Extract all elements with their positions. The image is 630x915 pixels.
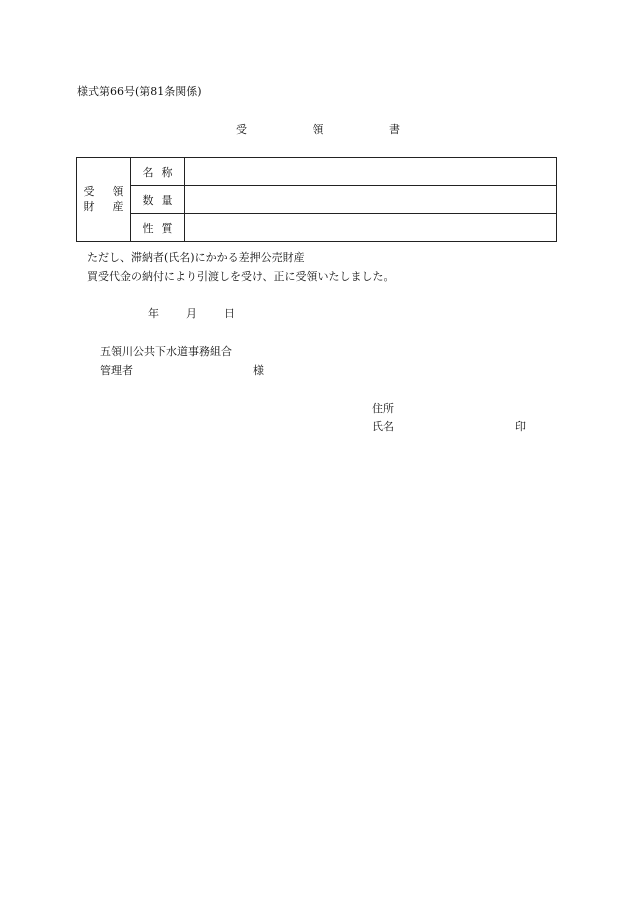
body-text-line: 買受代金の納付により引渡しを受け、正に受領いたしました。 [87,270,395,283]
day-label: 日 [224,307,235,320]
address-label: 住所 [372,402,394,415]
table-row [77,214,557,242]
addressee-title: 管理者 [100,364,133,377]
nature-label-cell: 性 質 [131,214,185,242]
year-label: 年 [148,307,159,320]
honorific: 様 [253,364,264,377]
form-number: 様式第66号(第81条関係) [77,85,202,98]
month-label: 月 [186,307,197,320]
received-property-table [76,157,557,242]
title-char: 書 [389,123,400,136]
name-label-cell: 名 称 [131,158,185,186]
body-text-line: ただし、滞納者(氏名)にかかる差押公売財産 [87,251,305,264]
date-line [148,308,235,319]
quantity-value-cell[interactable] [185,186,557,214]
name-label: 氏名 [372,420,394,433]
addressee-organization: 五領川公共下水道事務組合 [100,345,232,358]
name-value-cell[interactable] [185,158,557,186]
nature-value-cell[interactable] [185,214,557,242]
quantity-label-cell: 数 量 [131,186,185,214]
table-row [77,158,557,186]
seal-mark: 印 [515,420,526,433]
title-char: 受 [236,123,247,136]
table-row [77,186,557,214]
document-title [150,124,470,138]
title-char: 領 [312,123,324,136]
received-property-label: 受 領 財 産 [77,158,131,242]
